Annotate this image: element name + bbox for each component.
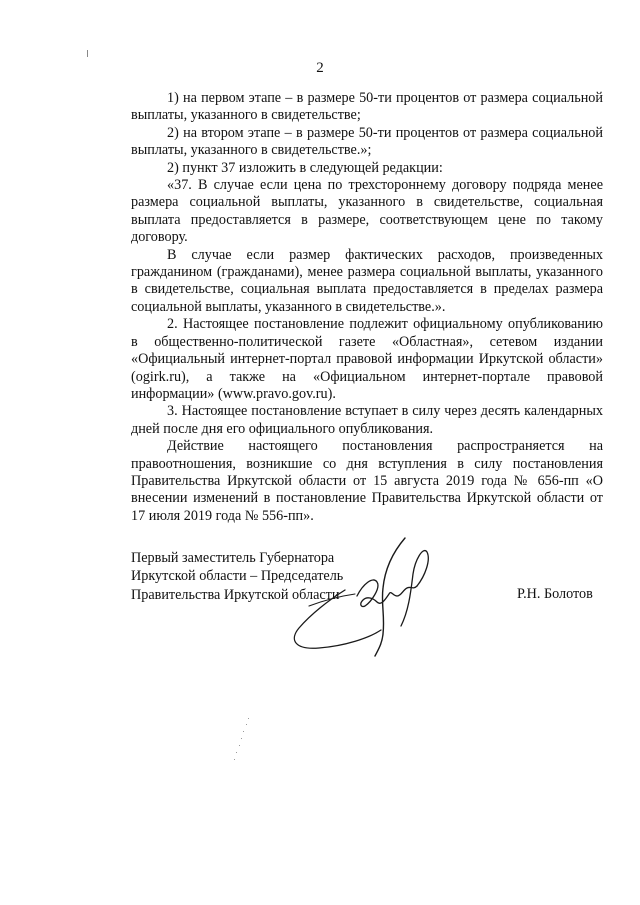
scan-speck (239, 745, 240, 746)
paragraph-entry-into-force: 3. Настоящее постановление вступает в силу через десять календарных дней после дня его официального опубликования. (131, 403, 603, 437)
paragraph-item-37: «37. В случае если цена по трехстороннему договору подряда менее размера социальной выплаты, указанного в свидетельстве, социальная выплата предоставляется в размере, соответствующем цене по такому договору. (131, 177, 603, 246)
scan-speck (246, 724, 247, 725)
paragraph-stage-one: 1) на первом этапе – в размере 50-ти процентов от размера социальной выплаты, указанного в свидетельстве; (131, 90, 603, 124)
scan-speck (248, 718, 249, 719)
signatory-position-line: Первый заместитель Губернатора (131, 550, 335, 566)
handwritten-signature-icon (285, 530, 445, 660)
signatory-position-line: Правительства Иркутской области (131, 586, 340, 603)
page-number: 2 (316, 60, 324, 76)
paragraph-actual-expenses: В случае если размер фактических расходов, произведенных гражданином (гражданами), менее размера социальной выплаты, указанного в свидетельстве, социальная выплата предоставляется в пределах размера социальной выплаты, указанного в свидетельстве.». (131, 246, 603, 315)
scan-speck (234, 759, 235, 760)
signatory-position-line: Иркутской области – Председатель (131, 568, 344, 585)
paragraph-publication: 2. Настоящее постановление подлежит официальному опубликованию в общественно-политической газете «Областная», сетевом издании «Официальный интернет-портал правовой информации Иркутской области» (ogirk.ru), а также на «Официальном интернет-портале правовой информации» (www.pravo.gov.ru). (131, 316, 603, 402)
paragraph-retroactive-effect: Действие настоящего постановления распространяется на правоотношения, возникшие со дня вступления в силу постановления Правительства Иркутской области от 15 августа 2019 года № 656-пп «О внесении изменений в постановление Правительства Иркутской области от 17 июля 2019 года № 556-пп». (131, 438, 603, 524)
scan-speck (236, 752, 237, 753)
document-body (131, 90, 603, 525)
scan-speck (243, 731, 244, 732)
signatory-name: Р.Н. Болотов (517, 586, 593, 602)
margin-mark (87, 50, 88, 57)
paragraph-item-37-intro: 2) пункт 37 изложить в следующей редакции: (167, 159, 443, 176)
paragraph-stage-two: 2) на втором этапе – в размере 50-ти процентов от размера социальной выплаты, указанного в свидетельстве.»; (131, 124, 603, 159)
scan-speck (241, 738, 242, 739)
